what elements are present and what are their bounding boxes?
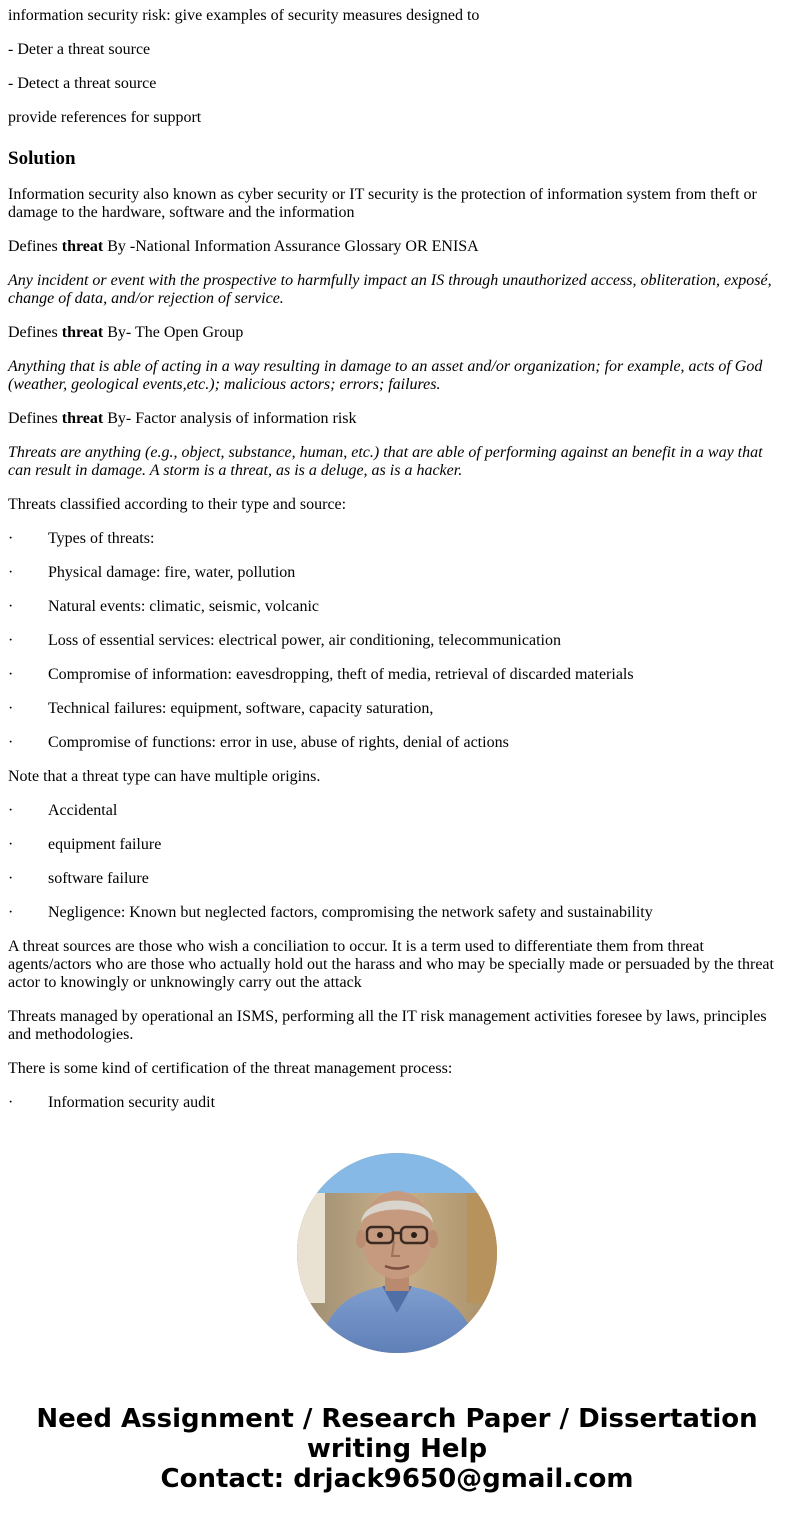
list-item-text: Compromise of functions: error in use, abuse of rights, denial of actions	[48, 734, 509, 751]
definition-3-quote: Threats are anything (e.g., object, substance, human, etc.) that are able of performing against an benefit in a way that can result in damage. A storm is a threat, as is a deluge, as is a hacker.	[8, 444, 763, 479]
question-line-3: - Detect a threat source	[8, 75, 157, 92]
definition-2-heading	[8, 324, 784, 342]
bullet-dot: ·	[8, 904, 14, 921]
list-item-text: Negligence: Known but neglected factors, compromising the network safety and sustainability	[48, 904, 653, 921]
bullet-dot: ·	[8, 870, 14, 887]
list-item-text: Types of threats:	[48, 530, 155, 547]
definition-source: By- Factor analysis of information risk	[103, 410, 357, 427]
promo-banner	[0, 1404, 794, 1494]
list-item	[8, 598, 784, 616]
list-item	[8, 700, 784, 718]
question-line-4: provide references for support	[8, 109, 202, 126]
question-line-2: - Deter a threat source	[8, 41, 151, 58]
definition-2-quote: Anything that is able of acting in a way resulting in damage to an asset and/or organization; for example, acts of God (weather, geological events,etc.); malicious actors; errors; failures.	[8, 358, 763, 393]
classification-intro: Threats classified according to their type and source:	[8, 496, 347, 513]
bullet-dot: ·	[8, 700, 14, 717]
list-item-text: Accidental	[48, 802, 118, 819]
list-item-text: equipment failure	[48, 836, 162, 853]
isms-paragraph: Threats managed by operational an ISMS, performing all the IT risk management activities foresee by laws, principles and methodologies.	[8, 1008, 767, 1043]
intro-paragraph: Information security also known as cyber security or IT security is the protection of information system from theft or damage to the hardware, software and the information	[8, 186, 757, 221]
definition-term: threat	[61, 238, 104, 255]
list-item	[8, 802, 784, 820]
solution-heading: Solution	[8, 148, 76, 169]
list-item-text: Technical failures: equipment, software, capacity saturation,	[48, 700, 434, 717]
list-item	[8, 836, 784, 854]
definition-prefix: Defines	[8, 324, 62, 341]
list-item	[8, 734, 784, 752]
bullet-dot: ·	[8, 666, 14, 683]
definition-source: By- The Open Group	[103, 324, 244, 341]
promo-line-1: Need Assignment / Research Paper / Dissertation	[36, 1404, 758, 1434]
bullet-dot: ·	[8, 836, 14, 853]
list-item-text: software failure	[48, 870, 149, 887]
list-item	[8, 1094, 784, 1112]
definition-term: threat	[61, 410, 104, 427]
bullet-dot: ·	[8, 734, 14, 751]
author-avatar	[297, 1153, 497, 1353]
bullet-dot: ·	[8, 802, 14, 819]
list-item-text: Compromise of information: eavesdropping, theft of media, retrieval of discarded materials	[48, 666, 634, 683]
promo-line-2: writing Help	[306, 1434, 488, 1464]
bullet-dot: ·	[8, 564, 14, 581]
definition-term: threat	[61, 324, 104, 341]
list-item	[8, 870, 784, 888]
avatar-portrait	[297, 1153, 497, 1353]
threat-sources-paragraph: A threat sources are those who wish a conciliation to occur. It is a term used to differentiate them from threat agents/actors who are those who actually hold out the harass and who may be specially made or persuaded by the threat actor to knowingly or unknowingly carry out the attack	[8, 938, 774, 991]
bullet-dot: ·	[8, 1094, 14, 1111]
bullet-dot: ·	[8, 632, 14, 649]
list-item-text: Information security audit	[48, 1094, 216, 1111]
list-item-text: Natural events: climatic, seismic, volcanic	[48, 598, 320, 615]
bullet-dot: ·	[8, 530, 14, 547]
list-item	[8, 632, 784, 650]
definition-1-quote: Any incident or event with the prospective to harmfully impact an IS through unauthorized access, obliteration, exposé, change of data, and/or rejection of service.	[8, 272, 772, 307]
list-item-text: Physical damage: fire, water, pollution	[48, 564, 296, 581]
certification-intro: There is some kind of certification of the threat management process:	[8, 1060, 453, 1077]
definition-1-heading	[8, 238, 784, 256]
document-body	[8, 7, 784, 1128]
list-item	[8, 564, 784, 582]
bullet-dot: ·	[8, 598, 14, 615]
definition-prefix: Defines	[8, 238, 62, 255]
list-item	[8, 904, 784, 922]
list-item	[8, 530, 784, 548]
origins-intro: Note that a threat type can have multiple origins.	[8, 768, 321, 785]
definition-3-heading	[8, 410, 784, 428]
promo-contact: Contact: drjack9650@gmail.com	[160, 1464, 634, 1494]
list-item	[8, 666, 784, 684]
definition-source: By -National Information Assurance Glossary OR ENISA	[103, 238, 479, 255]
question-line-1: information security risk: give examples of security measures designed to	[8, 7, 480, 24]
list-item-text: Loss of essential services: electrical power, air conditioning, telecommunication	[48, 632, 561, 649]
definition-prefix: Defines	[8, 410, 62, 427]
